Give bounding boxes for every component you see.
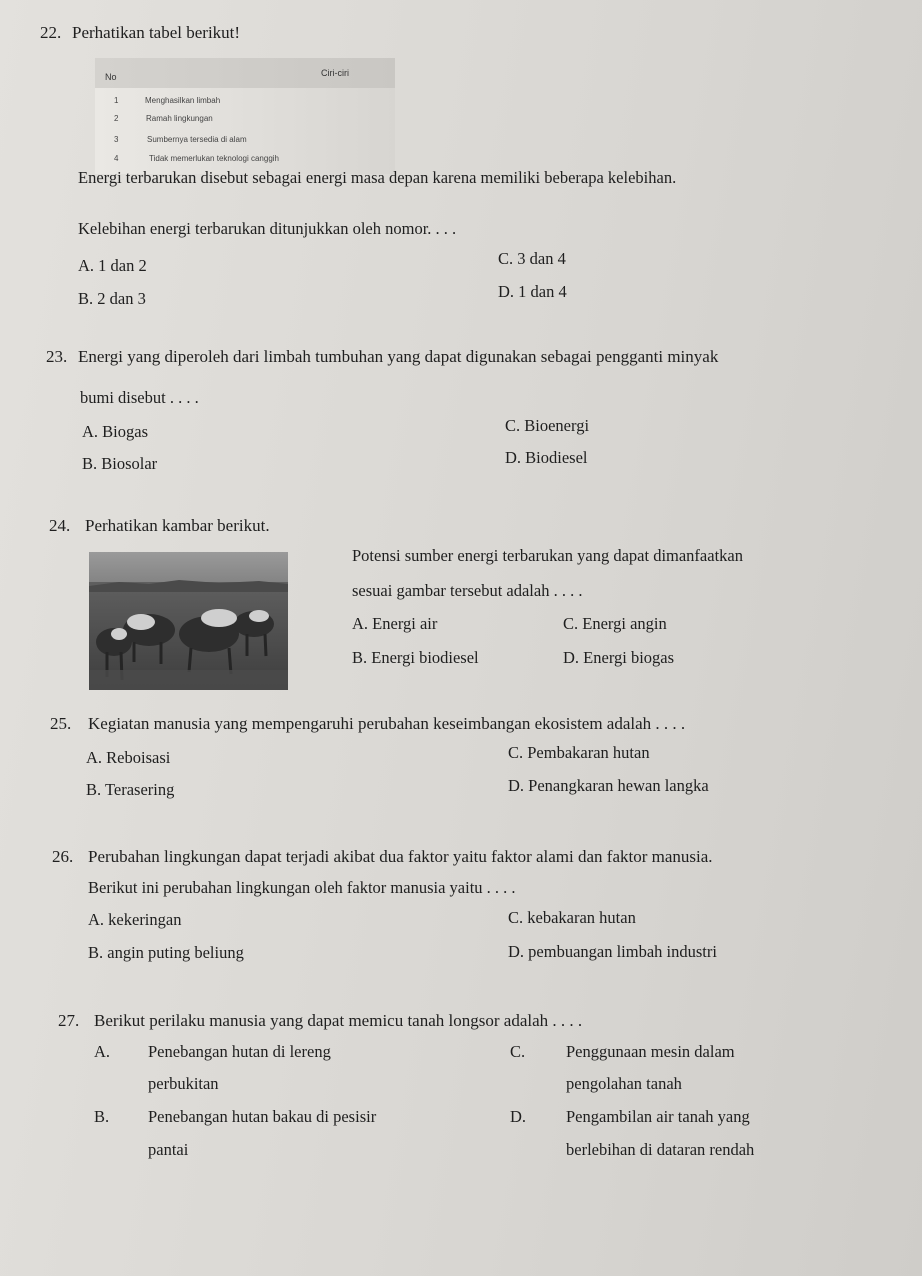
q24-intro: Perhatikan kambar berikut. bbox=[85, 516, 270, 535]
q22-intro: Perhatikan tabel berikut! bbox=[72, 23, 241, 42]
q22-option-a[interactable]: A. 1 dan 2 bbox=[78, 256, 147, 275]
q24-number: 24. bbox=[49, 516, 71, 535]
table-cell-no: 4 bbox=[114, 154, 119, 163]
q25-option-b[interactable]: B. Terasering bbox=[86, 780, 175, 799]
table-cell-no: 3 bbox=[114, 135, 119, 144]
q26-option-a[interactable]: A. kekeringan bbox=[88, 910, 182, 929]
q23-stem-line2: bumi disebut . . . . bbox=[80, 388, 199, 407]
table-cell-text: Tidak memerlukan teknologi canggih bbox=[149, 154, 279, 163]
table-cell-text: Ramah lingkungan bbox=[146, 114, 213, 123]
q27-option-d-letter: D. bbox=[510, 1107, 527, 1126]
q26-option-d[interactable]: D. pembuangan limbah industri bbox=[508, 942, 717, 961]
q23-stem-line1: Energi yang diperoleh dari limbah tumbuhan yang dapat digunakan sebagai pengganti minyak bbox=[78, 347, 719, 366]
q26-stem-line2: Berikut ini perubahan lingkungan oleh faktor manusia yaitu . . . . bbox=[88, 878, 516, 897]
cattle-photo bbox=[89, 552, 288, 690]
q26-number: 26. bbox=[52, 847, 74, 866]
q27-option-c-letter: C. bbox=[510, 1042, 526, 1061]
q23-option-d[interactable]: D. Biodiesel bbox=[505, 448, 588, 467]
q22-stem-line2: Kelebihan energi terbarukan ditunjukkan oleh nomor. . . . bbox=[78, 219, 457, 238]
q24-stem-line2: sesuai gambar tersebut adalah . . . . bbox=[352, 581, 583, 600]
q27-option-b-line2: pantai bbox=[148, 1140, 189, 1159]
q22-option-b[interactable]: B. 2 dan 3 bbox=[78, 289, 146, 308]
q27-option-a-line2: perbukitan bbox=[148, 1074, 219, 1093]
q23-option-b[interactable]: B. Biosolar bbox=[82, 454, 158, 473]
q24-option-a[interactable]: A. Energi air bbox=[352, 614, 438, 633]
q27-option-c-line2: pengolahan tanah bbox=[566, 1074, 682, 1093]
table-cell-text: Menghasilkan limbah bbox=[145, 96, 221, 105]
q26-option-b[interactable]: B. angin puting beliung bbox=[88, 943, 244, 962]
q25-stem-line1: Kegiatan manusia yang mempengaruhi perubahan keseimbangan ekosistem adalah . . . . bbox=[88, 714, 686, 733]
q27-option-a-letter: A. bbox=[94, 1042, 111, 1061]
q27-option-c-line1: Penggunaan mesin dalam bbox=[566, 1042, 735, 1061]
q27-option-d-line1: Pengambilan air tanah yang bbox=[566, 1107, 750, 1126]
table-cell-no: 1 bbox=[114, 96, 119, 105]
q22-table bbox=[95, 58, 395, 174]
q27-option-b-line1: Penebangan hutan bakau di pesisir bbox=[148, 1107, 377, 1126]
table-header-no: No bbox=[105, 72, 117, 82]
q24-stem-line1: Potensi sumber energi terbarukan yang dapat dimanfaatkan bbox=[352, 546, 743, 565]
q27-option-b-letter: B. bbox=[94, 1107, 110, 1126]
q26-stem-line1: Perubahan lingkungan dapat terjadi akibat dua faktor yaitu faktor alami dan faktor manusia. bbox=[88, 847, 713, 866]
q22-option-d[interactable]: D. 1 dan 4 bbox=[498, 282, 567, 301]
table-cell-text: Sumbernya tersedia di alam bbox=[147, 135, 247, 144]
cattle-photo-icon bbox=[89, 552, 288, 690]
q23-option-c[interactable]: C. Bioenergi bbox=[505, 416, 590, 435]
q25-option-c[interactable]: C. Pembakaran hutan bbox=[508, 743, 650, 762]
q26-option-c[interactable]: C. kebakaran hutan bbox=[508, 908, 636, 927]
q22-stem-line1: Energi terbarukan disebut sebagai energi masa depan karena memiliki beberapa kelebihan. bbox=[78, 168, 677, 187]
q25-number: 25. bbox=[50, 714, 72, 733]
q24-option-b[interactable]: B. Energi biodiesel bbox=[352, 648, 479, 667]
q22-number: 22. bbox=[40, 23, 62, 42]
q23-number: 23. bbox=[46, 347, 68, 366]
q27-stem-line1: Berikut perilaku manusia yang dapat memicu tanah longsor adalah . . . . bbox=[94, 1011, 583, 1030]
q27-number: 27. bbox=[58, 1011, 80, 1030]
table-header-ciri: Ciri-ciri bbox=[321, 68, 349, 78]
q27-option-a-line1: Penebangan hutan di lereng bbox=[148, 1042, 331, 1061]
q25-option-d[interactable]: D. Penangkaran hewan langka bbox=[508, 776, 709, 795]
q25-option-a[interactable]: A. Reboisasi bbox=[86, 748, 171, 767]
q27-option-d-line2: berlebihan di dataran rendah bbox=[566, 1140, 755, 1159]
table-cell-no: 2 bbox=[114, 114, 119, 123]
q23-option-a[interactable]: A. Biogas bbox=[82, 422, 148, 441]
q22-option-c[interactable]: C. 3 dan 4 bbox=[498, 249, 566, 268]
q24-option-c[interactable]: C. Energi angin bbox=[563, 614, 667, 633]
q24-option-d[interactable]: D. Energi biogas bbox=[563, 648, 675, 667]
table-header bbox=[95, 58, 395, 88]
